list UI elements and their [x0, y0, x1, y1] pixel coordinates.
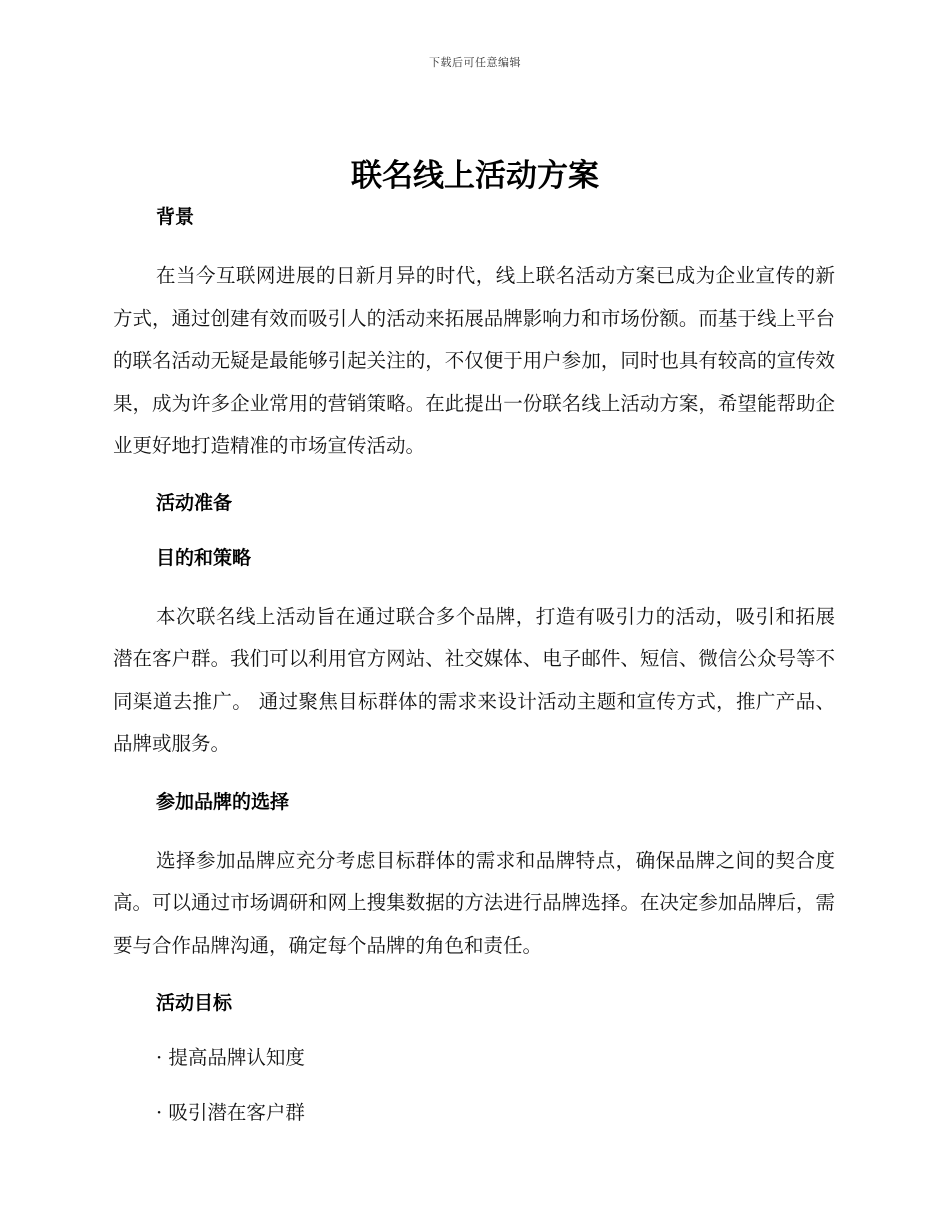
header-note: 下载后可任意编辑 [429, 56, 521, 69]
section-heading-goal-strategy: 目的和策略 [156, 546, 252, 569]
section-heading-brand-selection: 参加品牌的选择 [156, 790, 290, 813]
paragraph-goal-strategy: 本次联名线上活动旨在通过联合多个品牌，打造有吸引力的活动，吸引和拓展潜在客户群。我们可以利用官方网站、社交媒体、电子邮件、短信、微信公众号等不同渠道去推广。 通过聚焦目标群体的需求来设计活动主题和宣传方式，推广产品、品牌或服务。 [113, 604, 835, 755]
document-body [113, 200, 835, 1130]
document-title: 联名线上活动方案 [351, 158, 599, 194]
paragraph-background: 在当今互联网进展的日新月异的时代，线上联名活动方案已成为企业宣传的新方式，通过创建有效而吸引人的活动来拓展品牌影响力和市场份额。而基于线上平台的联名活动无疑是最能够引起关注的，不仅便于用户参加，同时也具有较高的宣传效果，成为许多企业常用的营销策略。在此提出一份联名线上活动方案，希望能帮助企业更好地打造精准的市场宣传活动。 [113, 264, 835, 457]
list-item: · 吸引潜在客户群 [156, 1101, 305, 1124]
list-item: · 提高品牌认知度 [156, 1046, 305, 1069]
section-heading-preparation: 活动准备 [156, 491, 233, 514]
section-heading-objectives: 活动目标 [156, 992, 233, 1014]
section-heading-background: 背景 [156, 206, 195, 228]
paragraph-brand-selection: 选择参加品牌应充分考虑目标群体的需求和品牌特点，确保品牌之间的契合度高。可以通过市场调研和网上搜集数据的方法进行品牌选择。在决定参加品牌后，需要与合作品牌沟通，确定每个品牌的角色和责任。 [113, 848, 835, 957]
